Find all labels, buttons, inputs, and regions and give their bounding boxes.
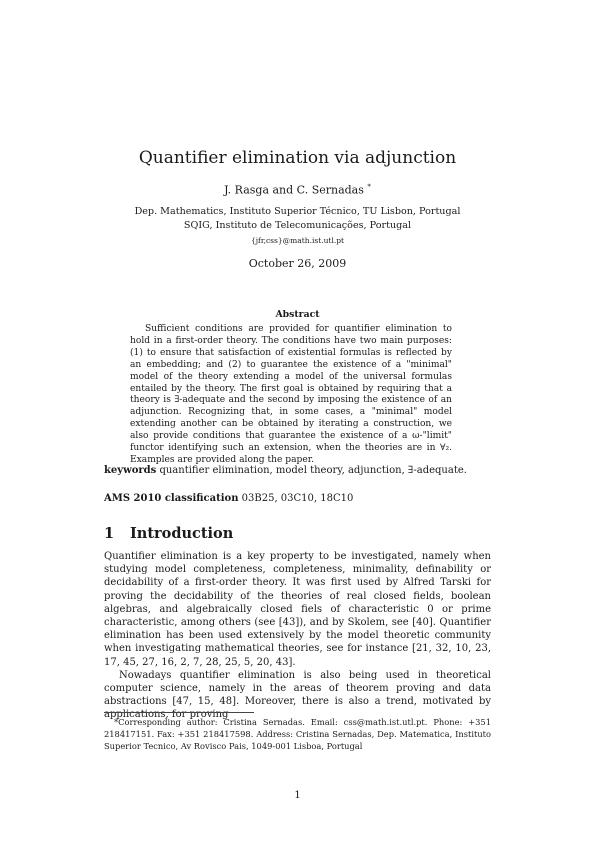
section-number: 1 (104, 525, 115, 542)
page-number: 1 (294, 790, 301, 801)
affiliation-1: Dep. Mathematics, Instituto Superior Técnico, TU Lisbon, Portugal (134, 206, 461, 217)
section-title: Introduction (130, 525, 234, 542)
keywords-text: quantifier elimination, model theory, adjunction, ∃-adequate. (156, 465, 467, 476)
keywords-label: keywords (104, 465, 157, 476)
author-names: J. Rasga and C. Sernadas (224, 183, 368, 197)
abstract-heading: Abstract (275, 309, 320, 320)
date: October 26, 2009 (248, 257, 347, 270)
footnote-rule (104, 712, 254, 713)
abstract-text: Sufficient conditions are provided for quantifier elimination to hold in a first-order theory. The conditions have two main purposes: (1) to ensure that satisfaction of existential formulas is reflected by an embedding; and (2) to guarantee the existence of a "minimal" model of the theory extending a model of the universal formulas entailed by the theory. The first goal is obtained by requiring that a theory is ∃-adequate and the second by imposing the existence of an adjunction. Recognizing that, in some cases, a "minimal" model extending another can be obtained by iterating a construction, we also provide conditions that guarantee the existence of a ω-"limit" functor identifying such an extension, when the theories are in ∀₂. Examples are provided along the paper. (130, 324, 452, 465)
introduction-body (104, 550, 491, 722)
intro-paragraph-1: Quantifier elimination is a key property to be investigated, namely when studying model completeness, completeness, minimality, definability or decidability of a first-order theory. It was first used by Alfred Tarski for proving the decidability of the theories of real closed fields, boolean algebras, and algebraically closed fiels of characteristic 0 or prime characteristic, among others (see [43]), and by Skolem, see [40]. Quantifier elimination has been used extensively by the model theoretic community when investigating mathematical theories, see for instance [21, 32, 10, 23, 17, 45, 27, 16, 2, 7, 28, 25, 5, 20, 43]. (104, 551, 491, 668)
section-heading (104, 525, 233, 542)
paper-title: Quantifier elimination via adjunction (138, 148, 457, 168)
ams-classification (104, 493, 494, 504)
authors (0, 183, 595, 197)
ams-text: 03B25, 03C10, 18C10 (238, 493, 354, 504)
intro-paragraph-2: Nowadays quantifier elimination is also being used in theoretical computer science, namely in the areas of theorem proving and data abstractions [47, 15, 48]. Moreover, there is also a trend, motivated by applications, for proving (104, 669, 491, 721)
keywords (104, 465, 494, 476)
author-footnote-mark: * (367, 183, 371, 191)
email: {jfr,css}@math.ist.utl.pt (250, 236, 345, 245)
footnote: *Corresponding author: Cristina Sernadas. Email: css@math.ist.utl.pt. Phone: +351 218417151. Fax: +351 218417598. Address: Cristina Sernadas, Dep. Matematica, Instituto Superior Tecnico, Av Rovisco Pais, 1049-001 Lisboa, Portugal (104, 717, 491, 751)
affiliation-2: SQIG, Instituto de Telecomunicações, Portugal (183, 220, 412, 231)
ams-label: AMS 2010 classification (104, 493, 239, 504)
